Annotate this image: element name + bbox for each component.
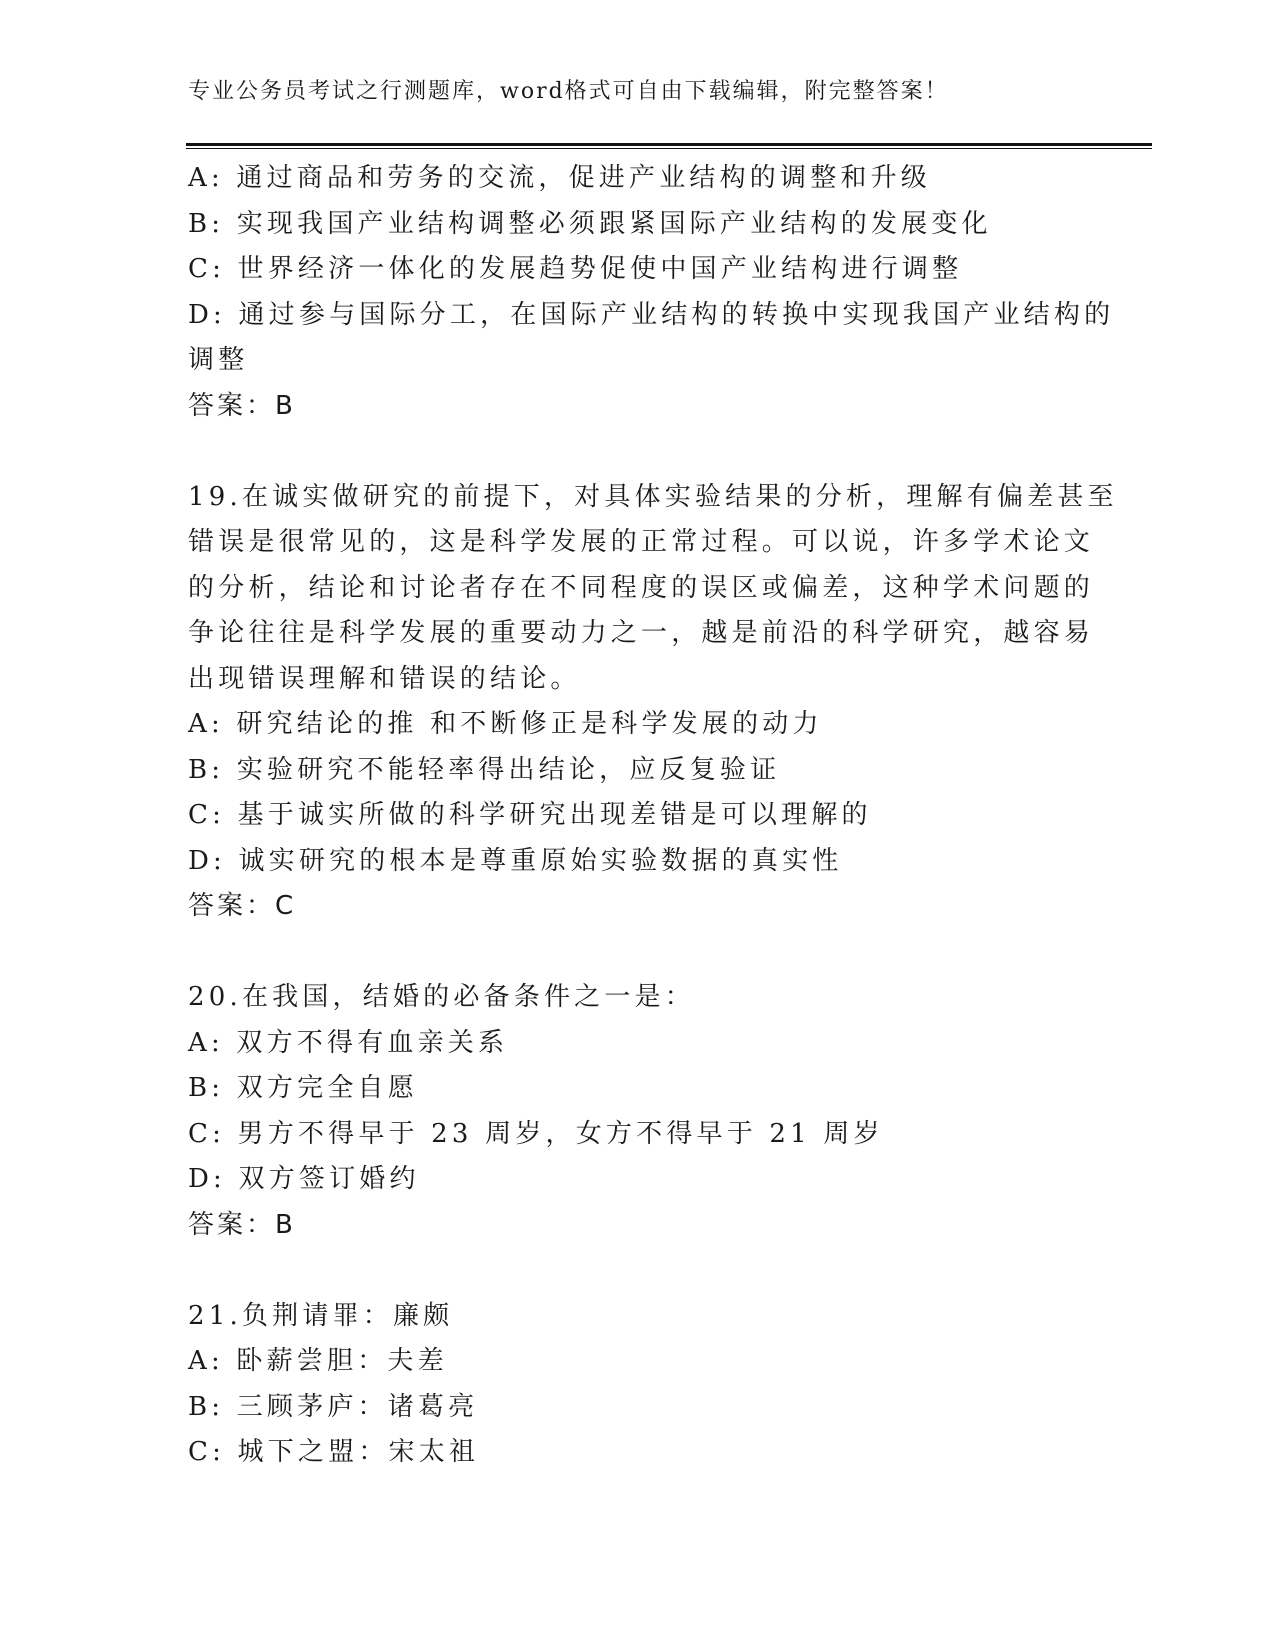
q21-option-c: C: 城下之盟：宋太祖 bbox=[188, 1437, 480, 1467]
q19-answer: 答案：C bbox=[188, 891, 297, 921]
q21-option-b: B: 三顾茅庐：诸葛亮 bbox=[188, 1391, 479, 1422]
q21-stem: 21.负荆请罪：廉颇 bbox=[188, 1300, 454, 1331]
q19-option-d: D: 诚实研究的根本是尊重原始实验数据的真实性 bbox=[188, 845, 843, 876]
q19-stem-line-4: 争论往往是科学发展的重要动力之一，越是前沿的科学研究，越容易 bbox=[188, 618, 1095, 648]
spacer bbox=[188, 429, 1088, 475]
header-rule-thick bbox=[186, 143, 1152, 146]
page-header: 专业公务员考试之行测题库，word格式可自由下载编辑，附完整答案！ bbox=[188, 79, 949, 104]
q19-stem-line-3: 的分析，结论和讨论者存在不同程度的误区或偏差，这种学术问题的 bbox=[188, 572, 1095, 603]
q18-option-b: B: 实现我国产业结构调整必须跟紧国际产业结构的发展变化 bbox=[188, 208, 992, 239]
q20-option-c: C: 男方不得早于 23 周岁，女方不得早于 21 周岁 bbox=[188, 1118, 884, 1149]
q21-option-a: A: 卧薪尝胆：夫差 bbox=[188, 1346, 448, 1376]
q20-option-b: B: 双方完全自愿 bbox=[188, 1073, 418, 1103]
q18-option-c: C: 世界经济一体化的发展趋势促使中国产业结构进行调整 bbox=[188, 254, 963, 284]
q20-answer: 答案：B bbox=[188, 1209, 296, 1240]
q19-stem-line-2: 错误是很常见的，这是科学发展的正常过程。可以说，许多学术论文 bbox=[188, 527, 1095, 557]
q20-option-a: A: 双方不得有血亲关系 bbox=[188, 1027, 509, 1058]
q18-option-d-continued: 调整 bbox=[188, 345, 249, 375]
q18-answer: 答案：B bbox=[188, 390, 296, 421]
q19-option-b: B: 实验研究不能轻率得出结论，应反复验证 bbox=[188, 754, 781, 785]
q19-stem-line-1: 19.在诚实做研究的前提下，对具体实验结果的分析，理解有偏差甚至 bbox=[188, 481, 1118, 512]
question-content bbox=[188, 156, 1118, 1476]
q19-stem-line-5: 出现错误理解和错误的结论。 bbox=[188, 663, 581, 694]
q20-option-d: D: 双方签订婚约 bbox=[188, 1164, 420, 1194]
q19-option-c: C: 基于诚实所做的科学研究出现差错是可以理解的 bbox=[188, 800, 872, 830]
q20-stem: 20.在我国，结婚的必备条件之一是： bbox=[188, 982, 695, 1012]
q19-option-a: A: 研究结论的推 和不断修正是科学发展的动力 bbox=[188, 709, 823, 739]
spacer bbox=[188, 930, 1088, 976]
q18-option-a: A: 通过商品和劳务的交流，促进产业结构的调整和升级 bbox=[188, 163, 932, 193]
header-rule-thin bbox=[186, 148, 1152, 149]
q18-option-d: D: 通过参与国际分工，在国际产业结构的转换中实现我国产业结构的 bbox=[188, 299, 1115, 330]
header-divider bbox=[186, 143, 1152, 150]
spacer bbox=[188, 1248, 1088, 1294]
